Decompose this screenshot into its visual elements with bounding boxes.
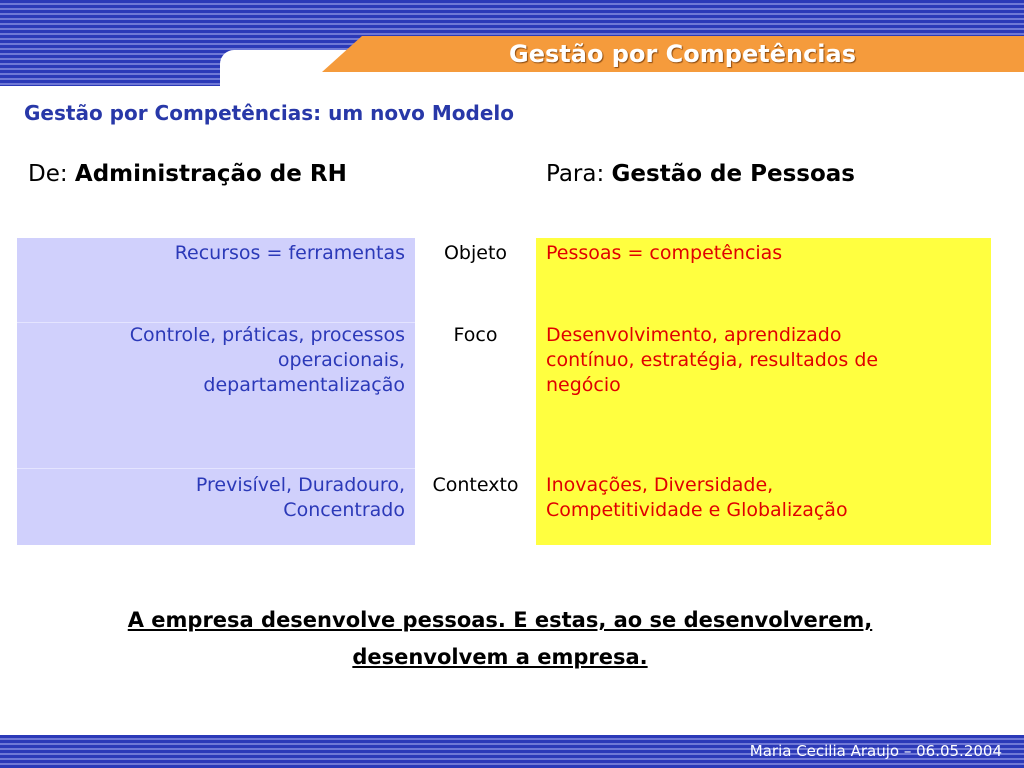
row-foco-criterion: Foco <box>453 324 498 346</box>
column-heading-to <box>546 161 855 187</box>
footer-author-date: Maria Cecilia Araujo – 06.05.2004 <box>749 742 1002 760</box>
row-contexto-criterion: Contexto <box>432 474 519 496</box>
row-contexto-from-line: Previsível, Duradouro, <box>195 474 405 496</box>
column-heading-from <box>28 161 347 187</box>
row-contexto-to <box>546 473 966 523</box>
row-objeto-criterion: Objeto <box>443 242 508 264</box>
slide-subtitle: Gestão por Competências: um novo Modelo <box>24 101 514 125</box>
conclusion-line: desenvolvem a empresa. <box>352 645 648 669</box>
row-contexto-from-line: Concentrado <box>283 499 405 521</box>
conclusion-statement <box>0 602 1000 676</box>
row-foco-to-line: negócio <box>546 374 621 396</box>
row-divider <box>17 468 415 469</box>
row-contexto-from <box>20 473 405 523</box>
from-label: Administração de RH <box>74 161 347 187</box>
conclusion-line: A empresa desenvolve pessoas. E estas, ao se desenvolverem, <box>127 608 873 632</box>
row-contexto-to-line: Competitividade e Globalização <box>546 499 848 521</box>
row-foco-from <box>20 323 405 398</box>
header-title: Gestão por Competências <box>509 40 856 68</box>
row-foco-to <box>546 323 966 398</box>
to-label: Gestão de Pessoas <box>611 161 855 187</box>
row-foco-from-line: Controle, práticas, processos <box>129 324 405 346</box>
row-foco-to-line: contínuo, estratégia, resultados de <box>546 349 879 371</box>
from-prefix: De: <box>28 161 75 187</box>
row-objeto-to: Pessoas = competências <box>546 242 783 264</box>
row-objeto-from: Recursos = ferramentas <box>174 242 405 264</box>
to-prefix: Para: <box>546 161 612 187</box>
row-foco-from-line: departamentalização <box>203 374 405 396</box>
row-foco-to-line: Desenvolvimento, aprendizado <box>546 324 842 346</box>
row-foco-from-line: operacionais, <box>277 349 405 371</box>
row-contexto-to-line: Inovações, Diversidade, <box>546 474 774 496</box>
